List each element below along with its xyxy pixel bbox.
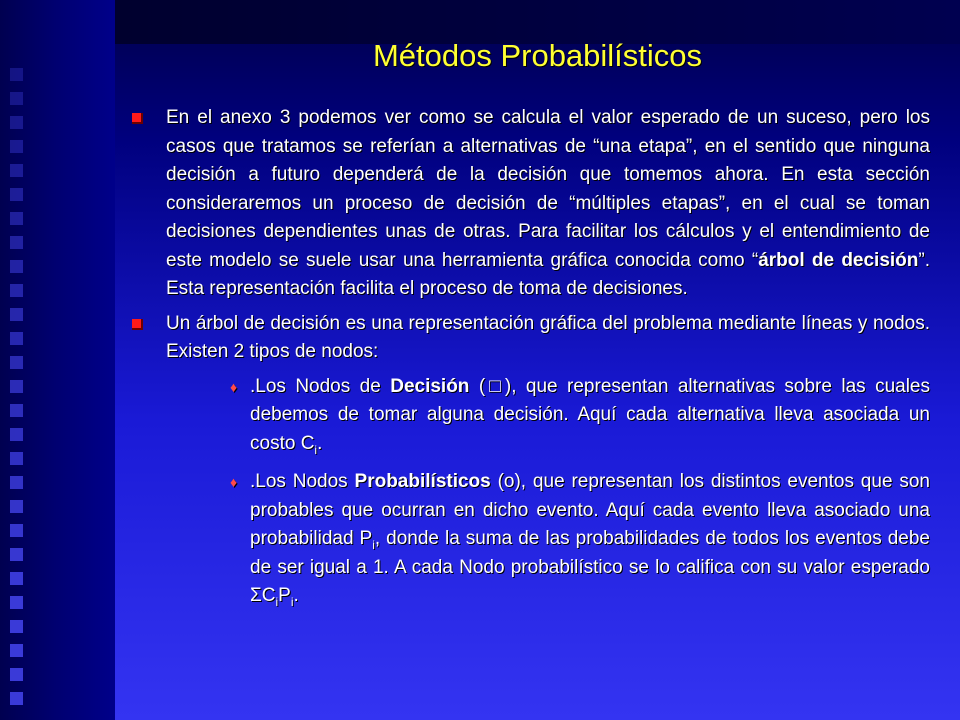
formula-c-subscript: i	[275, 594, 279, 609]
bullet-1-text-start: En el anexo 3 podemos ver como se calcula el valor esperado de un suceso, pero los casos que tratamos se referían a alternativas de “una etapa”, en el sentido que ninguna decisión a futuro dependerá de la decisión que tomemos ahora. En esta sección consideraremos un proceso de decisión de “múltiples etapas”, en el cual se toman decisiones dependientes unas de otras. Para facilitar los cálculos y el entendimiento de este modelo se suele usar una herramienta gráfica conocida como “	[166, 107, 930, 271]
decorative-square	[10, 68, 23, 81]
decorative-square	[10, 188, 23, 201]
subbullet-2-subscript-1: i	[372, 537, 375, 552]
decorative-square	[10, 428, 23, 441]
decorative-square	[10, 284, 23, 297]
decorative-square	[10, 356, 23, 369]
subbullet-1-text-start: .Los Nodos de	[250, 375, 391, 397]
formula-p: P	[278, 585, 291, 606]
decorative-square	[10, 404, 23, 417]
decorative-square	[10, 452, 23, 465]
decorative-square	[10, 500, 23, 513]
red-square-bullet-icon	[132, 113, 143, 124]
decorative-square	[10, 524, 23, 537]
red-diamond-bullet-icon: ♦	[230, 474, 238, 490]
formula-c: C	[261, 585, 276, 606]
subbullet-2-text-end: .	[293, 585, 299, 606]
decorative-square	[10, 212, 23, 225]
subbullet-1-subscript: i	[314, 442, 318, 457]
sigma-symbol: Σ	[250, 585, 262, 606]
slide-content	[130, 104, 930, 621]
subbullet-item-2	[130, 468, 930, 611]
bullet-1-text-end: ”. Esta representación facilita el proceso de toma de decisiones.	[166, 249, 931, 299]
decorative-square	[10, 596, 23, 609]
subbullet-1-bold-term: Decisión	[390, 375, 470, 397]
decorative-square	[10, 644, 23, 657]
decorative-square	[10, 572, 23, 585]
decorative-square	[10, 236, 23, 249]
bullet-item-2	[130, 310, 930, 367]
red-diamond-bullet-icon: ♦	[230, 378, 238, 395]
slide-title: Métodos Probabilísticos	[372, 38, 703, 73]
subbullet-2-text-mid2: , donde la suma de las probabilidades de todos los eventos debe de ser igual a 1. A cada Nodo probabilístico se lo califica con su valor esperado	[250, 528, 930, 578]
subbullet-2-bold-term: Probabilísticos	[354, 471, 491, 492]
decorative-square	[10, 260, 23, 273]
decorative-square	[10, 308, 23, 321]
decorative-square	[10, 620, 23, 633]
decorative-square	[10, 668, 23, 681]
decorative-square	[10, 332, 23, 345]
formula-p-subscript: i	[290, 594, 294, 609]
decorative-square	[10, 380, 23, 393]
subbullet-item-1	[130, 373, 930, 459]
subbullet-2-text-mid: (o), que representan los distintos eventos que son probables que ocurran en dicho evento. Aquí cada evento lleva asociado una probabilidad P	[250, 471, 930, 549]
subbullet-2-text-start: .Los Nodos	[250, 471, 355, 492]
decorative-square	[10, 92, 23, 105]
decorative-square	[10, 116, 23, 129]
bullet-1-bold-term: árbol de decisión	[758, 249, 919, 271]
decorative-square	[10, 164, 23, 177]
subbullet-1-text-end: .	[317, 432, 323, 454]
bullet-2-text: Un árbol de decisión es una representación gráfica del problema mediante líneas y nodos. Existen 2 tipos de nodos:	[166, 312, 930, 362]
subbullet-1-text-mid: (□), que representan alternativas sobre las cuales debemos de tomar alguna decisión. Aquí cada alternativa lleva asociada un costo C	[250, 375, 930, 454]
decorative-square	[10, 548, 23, 561]
bullet-item-1	[130, 104, 930, 304]
decorative-square	[10, 476, 23, 489]
decorative-square	[10, 140, 23, 153]
red-square-bullet-icon	[132, 319, 143, 330]
decorative-square	[10, 692, 23, 705]
left-decorative-strip	[0, 0, 115, 720]
